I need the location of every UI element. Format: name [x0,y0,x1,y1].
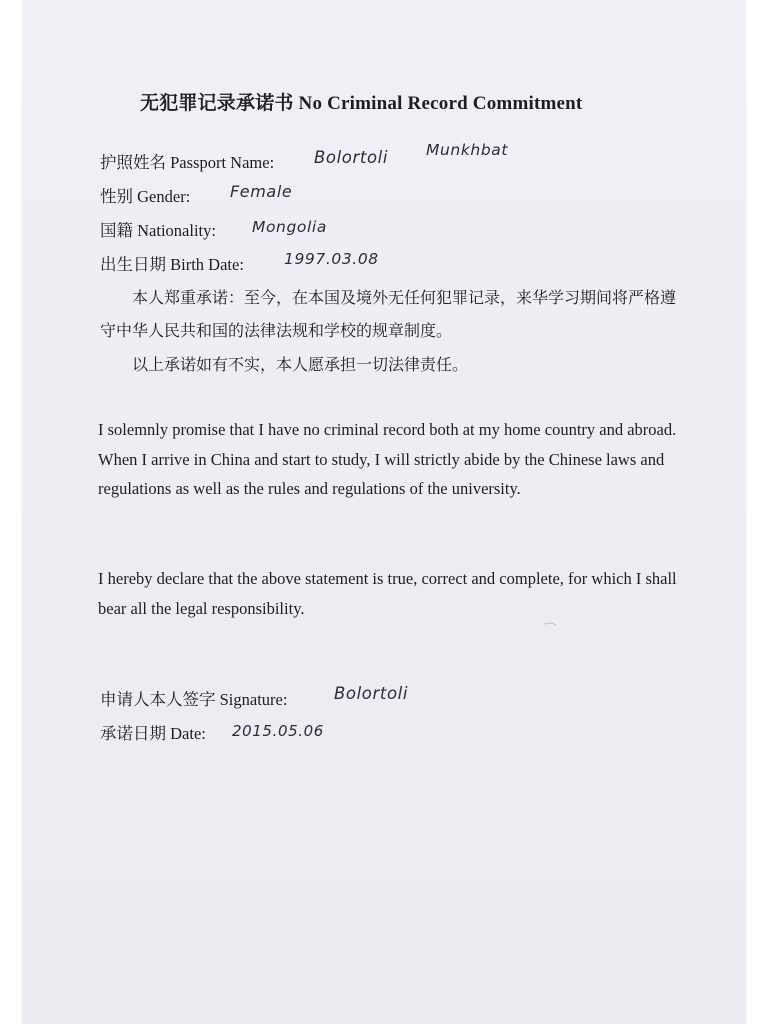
commitment-date-value: 2015.05.06 [232,722,324,740]
english-declaration-paragraph: I hereby declare that the above statement is true, correct and complete, for which I shall bear all the legal responsibility. [98,569,677,618]
nationality-value: Mongolia [252,218,327,236]
passport-surname-value: Munkhbat [426,141,509,159]
birth-date-value: 1997.03.08 [284,250,379,268]
document-page [22,0,746,1024]
nationality-label: 国籍 Nationality: [100,221,216,240]
passport-name-label: 护照姓名 Passport Name: [100,153,275,172]
document-title: 无犯罪记录承诺书 No Criminal Record Commitment [140,93,583,114]
chinese-declaration-paragraph: 以上承诺如有不实，本人愿承担一切法律责任。 [132,357,469,374]
scan-mark [544,622,556,628]
gender-label: 性别 Gender: [100,187,191,206]
passport-given-name-value: Bolortoli [314,148,389,167]
gender-value: Female [230,182,293,201]
chinese-promise-paragraph: 本人郑重承诺：至今，在本国及境外无任何犯罪记录，来华学习期间将严格遵守中华人民共和国的法律法规和学校的规章制度。 [100,290,677,340]
commitment-date-label: 承诺日期 Date: [100,724,206,743]
birth-date-label: 出生日期 Birth Date: [100,255,244,274]
english-promise-paragraph: I solemnly promise that I have no criminal record both at my home country and abroad. When I arrive in China and start to study, I will strictly abide by the Chinese laws and regulations as well as the rules and regulations of the university. [98,420,677,498]
signature-value: Bolortoli [334,684,409,703]
signature-label: 申请人本人签字 Signature: [100,690,288,709]
